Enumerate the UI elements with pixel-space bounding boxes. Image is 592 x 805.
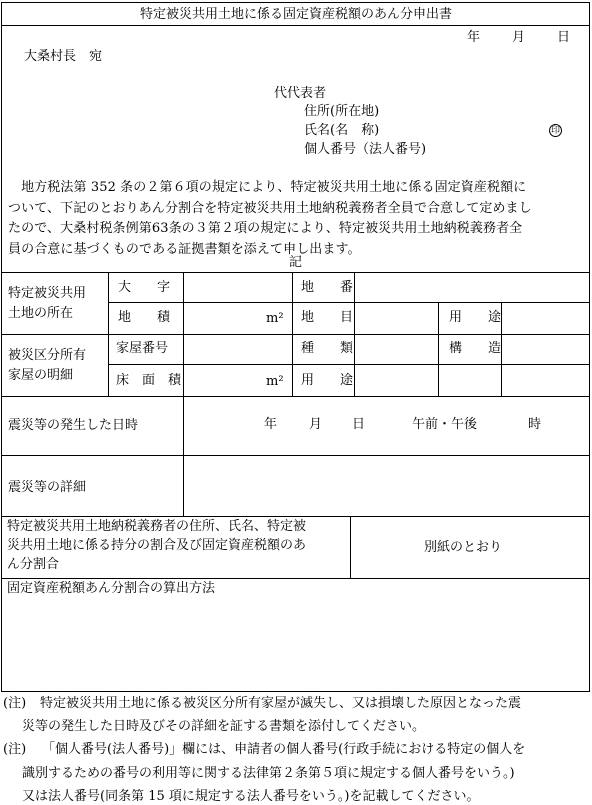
dt-month: 月 — [309, 417, 323, 432]
ki-heading: 記 — [289, 255, 303, 270]
oaza-label: 大 字 — [118, 280, 171, 295]
dt-year: 年 — [264, 417, 278, 432]
grid-line — [438, 302, 439, 396]
house-section-label: 家屋の明細 — [8, 368, 74, 383]
body-line: 地方税法第 352 条の２第６項の規定により、特定被災共用土地に係る固定資産税額に — [8, 180, 527, 195]
grid-line — [108, 302, 590, 303]
grid-line — [1, 396, 590, 397]
disaster-detail-label: 震災等の詳細 — [8, 480, 87, 495]
shurui-label: 種 類 — [301, 341, 354, 356]
note-line: 「個人番号(法人番号)」欄には、申請者の個人番号(行政手続における特定の個人を — [42, 742, 526, 757]
form-title: 特定被災共用土地に係る固定資産税額のあん分申出書 — [139, 7, 452, 22]
area-label: 地 積 — [118, 310, 171, 325]
chiban-label: 地 番 — [301, 280, 354, 295]
floor-area-unit: m² — [266, 374, 284, 389]
grid-line — [501, 302, 502, 396]
grid-line — [183, 272, 184, 516]
note-line: 災等の発生した日時及びその詳細を証する書類を添付してください。 — [22, 719, 426, 734]
kaoku-bangou-label: 家屋番号 — [116, 341, 169, 356]
calc-method-label: 固定資産税額あん分割合の算出方法 — [7, 581, 216, 596]
grid-line — [350, 516, 351, 578]
obligors-value: 別紙のとおり — [424, 540, 503, 555]
date-month: 月 — [512, 30, 526, 45]
grid-line — [292, 272, 293, 396]
body-line: たので、大桑村税条例第63条の３第２項の規定により、特定被災共用土地納税義務者全 — [8, 221, 523, 236]
obligors-label: 特定被災共用土地納税義務者の住所、氏名、特定被 — [7, 519, 307, 534]
kouzou-label: 構 造 — [449, 341, 502, 356]
grid-line — [1, 578, 590, 579]
title-divider — [1, 25, 590, 26]
land-section-label: 特定被災共用 — [8, 286, 87, 301]
house-youto-label: 用 途 — [301, 373, 354, 388]
body-line: 員の合意に基づくものである証拠書類を添えて申し出ます。 — [8, 241, 361, 257]
dt-day: 日 — [352, 417, 366, 432]
chimoku-label: 地 目 — [301, 310, 354, 325]
grid-line — [354, 272, 355, 396]
house-section-label: 被災区分所有 — [8, 348, 87, 363]
note-line: 特定被災共用土地に係る被災区分所有家屋が滅失し、又は損壊した原因となった震 — [40, 696, 522, 711]
applicant-number-label: 個人番号（法人番号) — [304, 142, 427, 157]
land-youto-label: 用 途 — [449, 310, 502, 325]
grid-line — [1, 272, 590, 273]
grid-line — [1, 516, 590, 517]
disaster-datetime-label: 震災等の発生した日時 — [8, 418, 139, 433]
area-unit: m² — [266, 311, 284, 326]
note-line: 識別するための番号の利用等に関する法律第２条第５項に規定する個人番号をいう。) — [22, 766, 515, 781]
dt-hour: 時 — [528, 417, 542, 432]
grid-line — [108, 272, 109, 396]
obligors-label: ん分割合 — [7, 557, 60, 572]
yuka-menseki-label: 床 面 積 — [116, 373, 182, 388]
applicant-address-label: 住所(所在地) — [304, 104, 380, 119]
addressee: 大桑村長 宛 — [24, 49, 103, 64]
obligors-label: 災共用土地に係る持分の割合及び固定資産税額のあ — [7, 538, 307, 553]
note-mark: (注) — [3, 696, 27, 711]
note-line: 又は法人番号(同条第 15 項に規定する法人番号をいう。)を記載してください。 — [22, 789, 480, 804]
body-paragraph — [8, 178, 586, 260]
seal-mark: 印 — [550, 126, 560, 136]
grid-line — [108, 364, 590, 365]
date-day: 日 — [557, 30, 571, 45]
date-year: 年 — [467, 30, 481, 45]
applicant-name-label: 氏名(名 称) — [304, 123, 380, 138]
note-mark: (注) — [3, 742, 27, 757]
dt-ampm: 午前・午後 — [412, 417, 478, 432]
land-section-label: 土地の所在 — [8, 306, 74, 321]
applicant-representative: 代代表者 — [274, 86, 327, 101]
body-line: ついて、下記のとおりあん分割合を特定被災共用土地納税義務者全員で合意して定めまし — [8, 200, 532, 216]
grid-line — [1, 455, 590, 456]
